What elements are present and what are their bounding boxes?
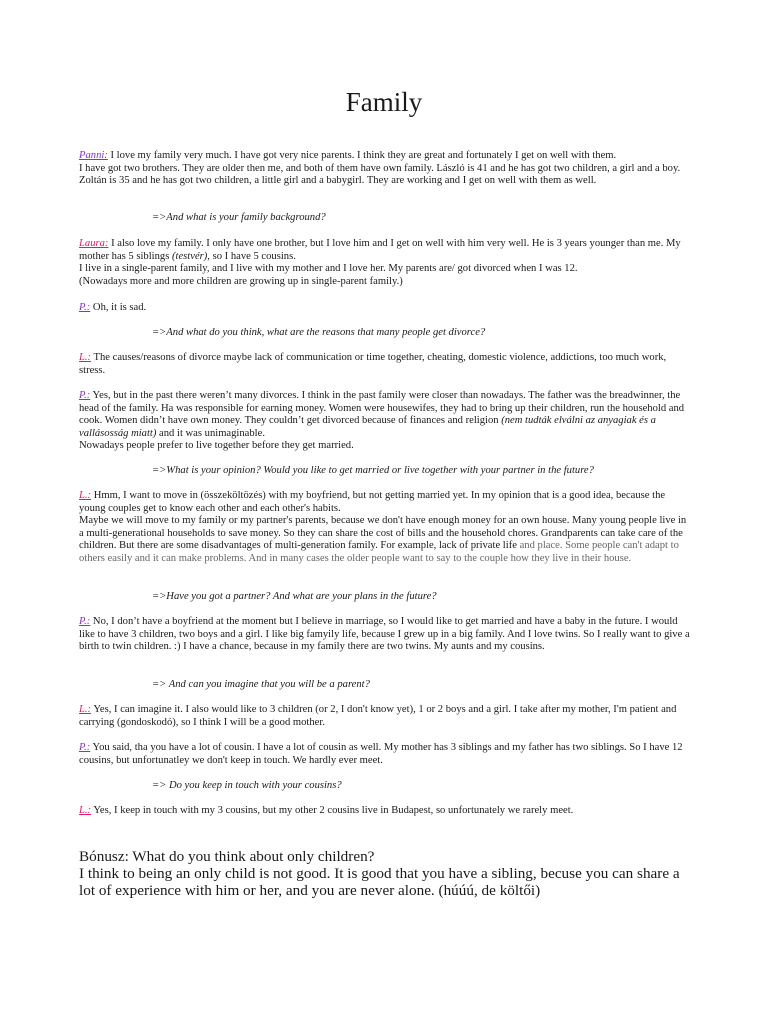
bonus-question: Bónusz: What do you think about only children?	[79, 848, 375, 865]
paragraph-text: You said, tha you have a lot of cousin. I have a lot of cousin as well. My mother has 3 siblings and my father has two siblings. So I have 12 cousins, but unfortunatley we don't keep in touch. We hardly ever meet.	[79, 742, 683, 766]
paragraph-text: The causes/reasons of divorce maybe lack of communication or time together, cheating, domestic violence, addictions, too much work, stress.	[79, 352, 667, 376]
page-title: Family	[345, 87, 423, 117]
question: =>And what do you think, what are the reasons that many people get divorce?	[152, 327, 486, 338]
paragraph-panni-5	[79, 742, 693, 767]
paragraph-text-faded: and place. Some people can't adapt to others easily and it can make problems. And in many cases the older people want to say to the couple how they live in their house.	[79, 540, 679, 564]
question: => And can you imagine that you will be a parent?	[152, 679, 370, 690]
paragraph-italic-text: (testvér)	[172, 250, 208, 262]
paragraph-text: Hmm, I want to move in (összeköltözés) with my boyfriend, but not getting married yet. In my opinion that is a good idea, because the young couples get to know each other and each other's habits.	[79, 490, 666, 514]
speaker-label: L.:	[79, 805, 92, 816]
paragraph-text: I have got two brothers. They are older then me, and both of them have own family. László is 41 and he has got two children, a girl and a boy. Zoltán is 35 and he has got two children, a little girl and a babygirl. They are working and I get on well with them as well.	[79, 162, 681, 187]
speaker-label: Panni:	[79, 150, 108, 161]
speaker-label: P.:	[79, 742, 91, 753]
paragraph-text: Maybe we will move to my family or my partner's parents, because we don't have enough money for an own house. Many young people live in a multi-generational households to save money. So they can share the cost of bills and the household chores. Grandparents can take care of the children. But there are some disadvantages of multi-generation family. For example, lack of private life	[79, 515, 687, 552]
speaker-label: L.:	[79, 352, 92, 363]
paragraph-text: (Nowadays more and more children are growing up in single-parent family.)	[79, 275, 403, 287]
paragraph-panni-3	[79, 390, 693, 453]
speaker-label: P.:	[79, 302, 91, 313]
paragraph-text: , so I have 5 cousins.	[207, 250, 296, 262]
paragraph-laura-3	[79, 490, 693, 566]
paragraph-text: I also love my family. I only have one brother, but I love him and I get on well with him very well. He is 3 years younger than me. My mother has 5 siblings	[79, 238, 681, 262]
paragraph-laura-5	[79, 805, 693, 818]
paragraph-text: Yes, I can imagine it. I also would like to 3 children (or 2, I don't know yet), 1 or 2 boys and a girl. I take after my mother, I'm patient and carrying (gondoskodó), so I think I will be a good mother.	[79, 704, 677, 728]
speaker-label: Laura:	[79, 238, 109, 249]
question: =>And what is your family background?	[152, 212, 326, 223]
paragraph-panni-4	[79, 616, 693, 654]
paragraph-panni-1	[79, 150, 693, 188]
paragraph-laura-1	[79, 238, 693, 288]
bonus-section	[79, 848, 699, 900]
paragraph-text: No, I don’t have a boyfriend at the moment but I believe in marriage, so I would like to get married and have a baby in the future. I would like to have 3 children, two boys and a girl. I like big famyily life, because I grew up in a big family. And I love twins. So I really want to give a birth to twin children. :) I have a chance, because in my family there are two twins. My aunts and my cousins.	[79, 616, 690, 653]
question: =>What is your opinion? Would you like to get married or live together with your partner in the future?	[152, 465, 594, 476]
paragraph-text: Oh, it is sad.	[90, 302, 147, 313]
paragraph-laura-4	[79, 704, 693, 729]
paragraph-text: I love my family very much. I have got very nice parents. I think they are great and fortunately I get on well with them.	[107, 150, 617, 161]
bonus-answer: I think to being an only child is not good. It is good that you have a sibling, becuse you can share a lot of experience with him or her, and you are never alone. (húúú, de költői)	[79, 865, 680, 900]
paragraph-italic-text: (nem tudták elválni az anyagiak és a vallásosság miatt)	[79, 415, 656, 439]
paragraph-text: I live in a single-parent family, and I live with my mother and I love her. My parents are/ got divorced when I was 12.	[79, 263, 578, 275]
speaker-label: L.:	[79, 704, 92, 715]
speaker-label: P.:	[79, 616, 91, 627]
speaker-label: P.:	[79, 390, 91, 401]
paragraph-text: and it was unimaginable.	[156, 427, 265, 439]
paragraph-panni-2	[79, 302, 693, 315]
paragraph-text: Yes, I keep in touch with my 3 cousins, but my other 2 cousins live in Budapest, so unfortunately we rarely meet.	[91, 805, 574, 816]
question: =>Have you got a partner? And what are your plans in the future?	[152, 591, 437, 602]
question: => Do you keep in touch with your cousins?	[152, 780, 342, 791]
speaker-label: L.:	[79, 490, 92, 501]
paragraph-laura-2	[79, 352, 693, 377]
paragraph-text: Yes, but in the past there weren’t many divorces. I think in the past family were closer than nowadays. The father was the breadwinner, the head of the family. Ha was responsible for earning money. Women were housewifes, they had to bring up their children, run the household and cook. Women didn’t have own money. They couldn’t get divorced because of finances and religion	[79, 390, 685, 427]
paragraph-text: Nowadays people prefer to live together before they get married.	[79, 440, 354, 452]
